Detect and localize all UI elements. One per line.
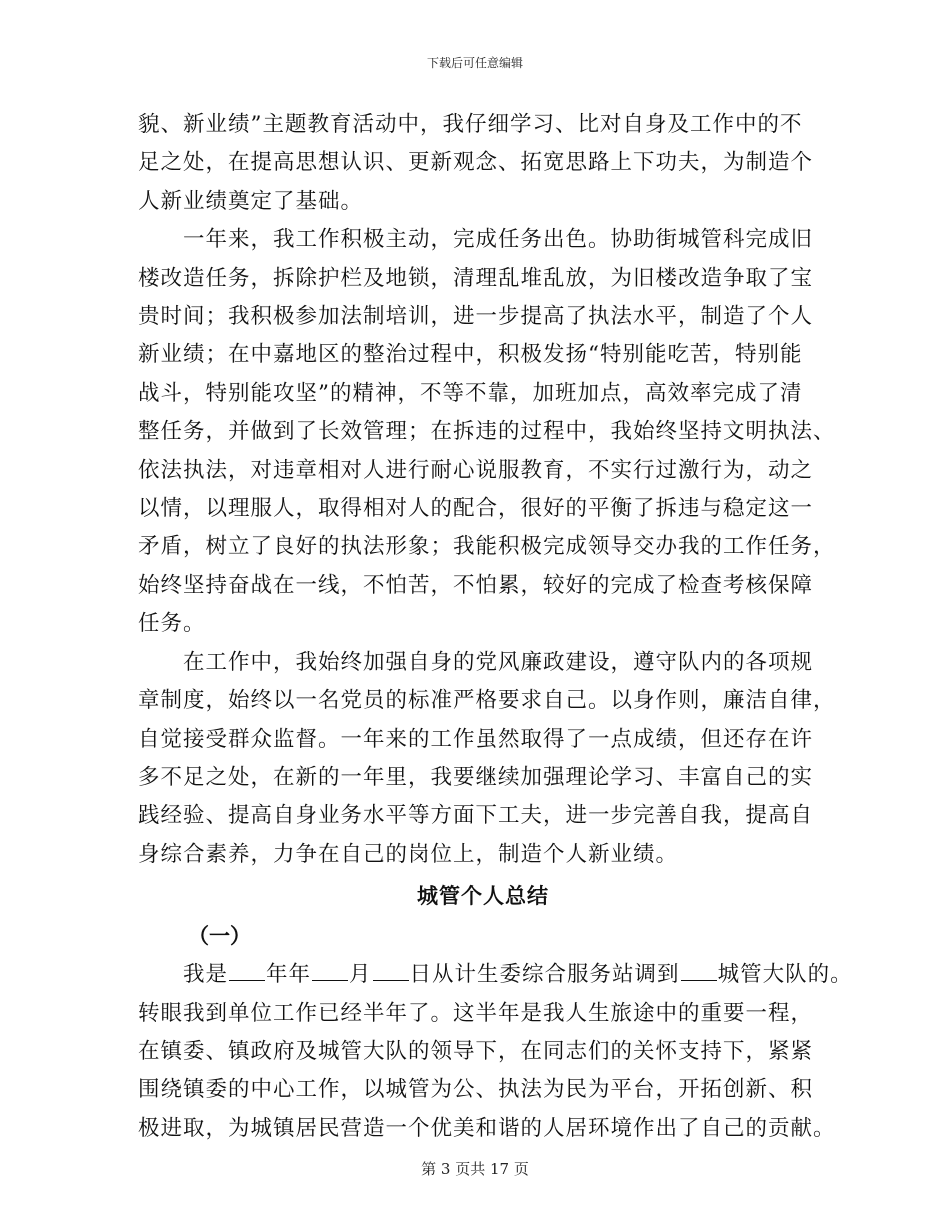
text-line: 战斗，特别能攻坚”的精神，不等不靠，加班加点，高效率完成了清 xyxy=(138,380,803,406)
text-line: 貌、新业绩”主题教育活动中，我仔细学习、比对自身及工作中的不 xyxy=(138,112,803,137)
page-footer: 第 3 页共 17 页 xyxy=(421,1160,529,1178)
text-line: 践经验、提高自身业务水平等方面下工夫，进一步完善自我，提高自 xyxy=(138,803,814,829)
text-line-with-blanks xyxy=(138,956,853,994)
text-line: 足之处，在提高思想认识、更新观念、拓宽思路上下功夫，为制造个 xyxy=(138,150,814,176)
text-line: 任务。 xyxy=(138,611,206,637)
text-line: 章制度，始终以一名党员的标准严格要求自己。以身作则，廉洁自律， xyxy=(138,688,836,714)
text-segment: 日从计生委综合服务站调到 xyxy=(409,962,680,988)
text-line: 自觉接受群众监督。一年来的工作虽然取得了一点成绩，但还存在许 xyxy=(138,726,814,752)
text-line: 人新业绩奠定了基础。 xyxy=(138,188,364,214)
paragraph xyxy=(138,644,836,874)
text-line: 楼改造任务，拆除护栏及地锁，清理乱堆乱放，为旧楼改造争取了宝 xyxy=(138,265,814,291)
text-line: 始终坚持奋战在一线，不怕苦，不怕累，较好的完成了检查考核保障 xyxy=(138,572,814,598)
text-line: 以情，以理服人，取得相对人的配合，很好的平衡了拆违与稳定这一 xyxy=(138,496,814,522)
fill-in-blank xyxy=(312,958,348,981)
text-line: 多不足之处，在新的一年里，我要继续加强理论学习、丰富自己的实 xyxy=(138,764,814,790)
text-line: 整任务，并做到了长效管理；在拆违的过程中，我始终坚持文明执法、 xyxy=(138,419,836,445)
text-line: 依法执法，对违章相对人进行耐心说服教育，不实行过激行为，动之 xyxy=(138,457,814,483)
text-segment: 月 xyxy=(349,962,372,988)
section-title: 城管个人总结 xyxy=(417,883,549,909)
fill-in-blank xyxy=(681,958,717,981)
paragraph xyxy=(138,221,836,643)
text-segment: 我是 xyxy=(138,962,229,988)
paragraph xyxy=(138,956,853,1148)
text-line: 极进取，为城镇居民营造一个优美和谐的人居环境作出了自己的贡献。 xyxy=(138,1115,836,1141)
text-line: 转眼我到单位工作已经半年了。这半年是我人生旅途中的重要一程， xyxy=(138,1000,814,1026)
page-header: 下载后可任意编辑 xyxy=(426,56,523,70)
text-line: 新业绩；在中嘉地区的整治过程中，积极发扬“特别能吃苦，特别能 xyxy=(138,342,803,368)
text-line: 身综合素养，力争在自己的岗位上，制造个人新业绩。 xyxy=(138,841,679,867)
text-line: 贵时间；我积极参加法制培训，进一步提高了执法水平，制造了个人 xyxy=(138,304,814,330)
text-line: 围绕镇委的中心工作，以城管为公、执法为民为平台，开拓创新、积 xyxy=(138,1077,814,1103)
text-line: 一年来，我工作积极主动，完成任务出色。协助街城管科完成旧 xyxy=(138,227,814,253)
fill-in-blank xyxy=(229,958,265,981)
fill-in-blank xyxy=(373,958,409,981)
text-segment: 年年 xyxy=(266,962,312,988)
text-line: 在工作中，我始终加强自身的党风廉政建设，遵守队内的各项规 xyxy=(138,649,814,675)
document-body xyxy=(138,106,853,1148)
text-line: 矛盾，树立了良好的执法形象；我能积极完成领导交办我的工作任务， xyxy=(138,534,836,560)
text-segment: 城管大队的。 xyxy=(717,962,853,988)
section-subtitle: （一） xyxy=(188,923,251,949)
text-line: 在镇委、镇政府及城管大队的领导下，在同志们的关怀支持下，紧紧 xyxy=(138,1038,814,1064)
paragraph xyxy=(138,106,828,221)
